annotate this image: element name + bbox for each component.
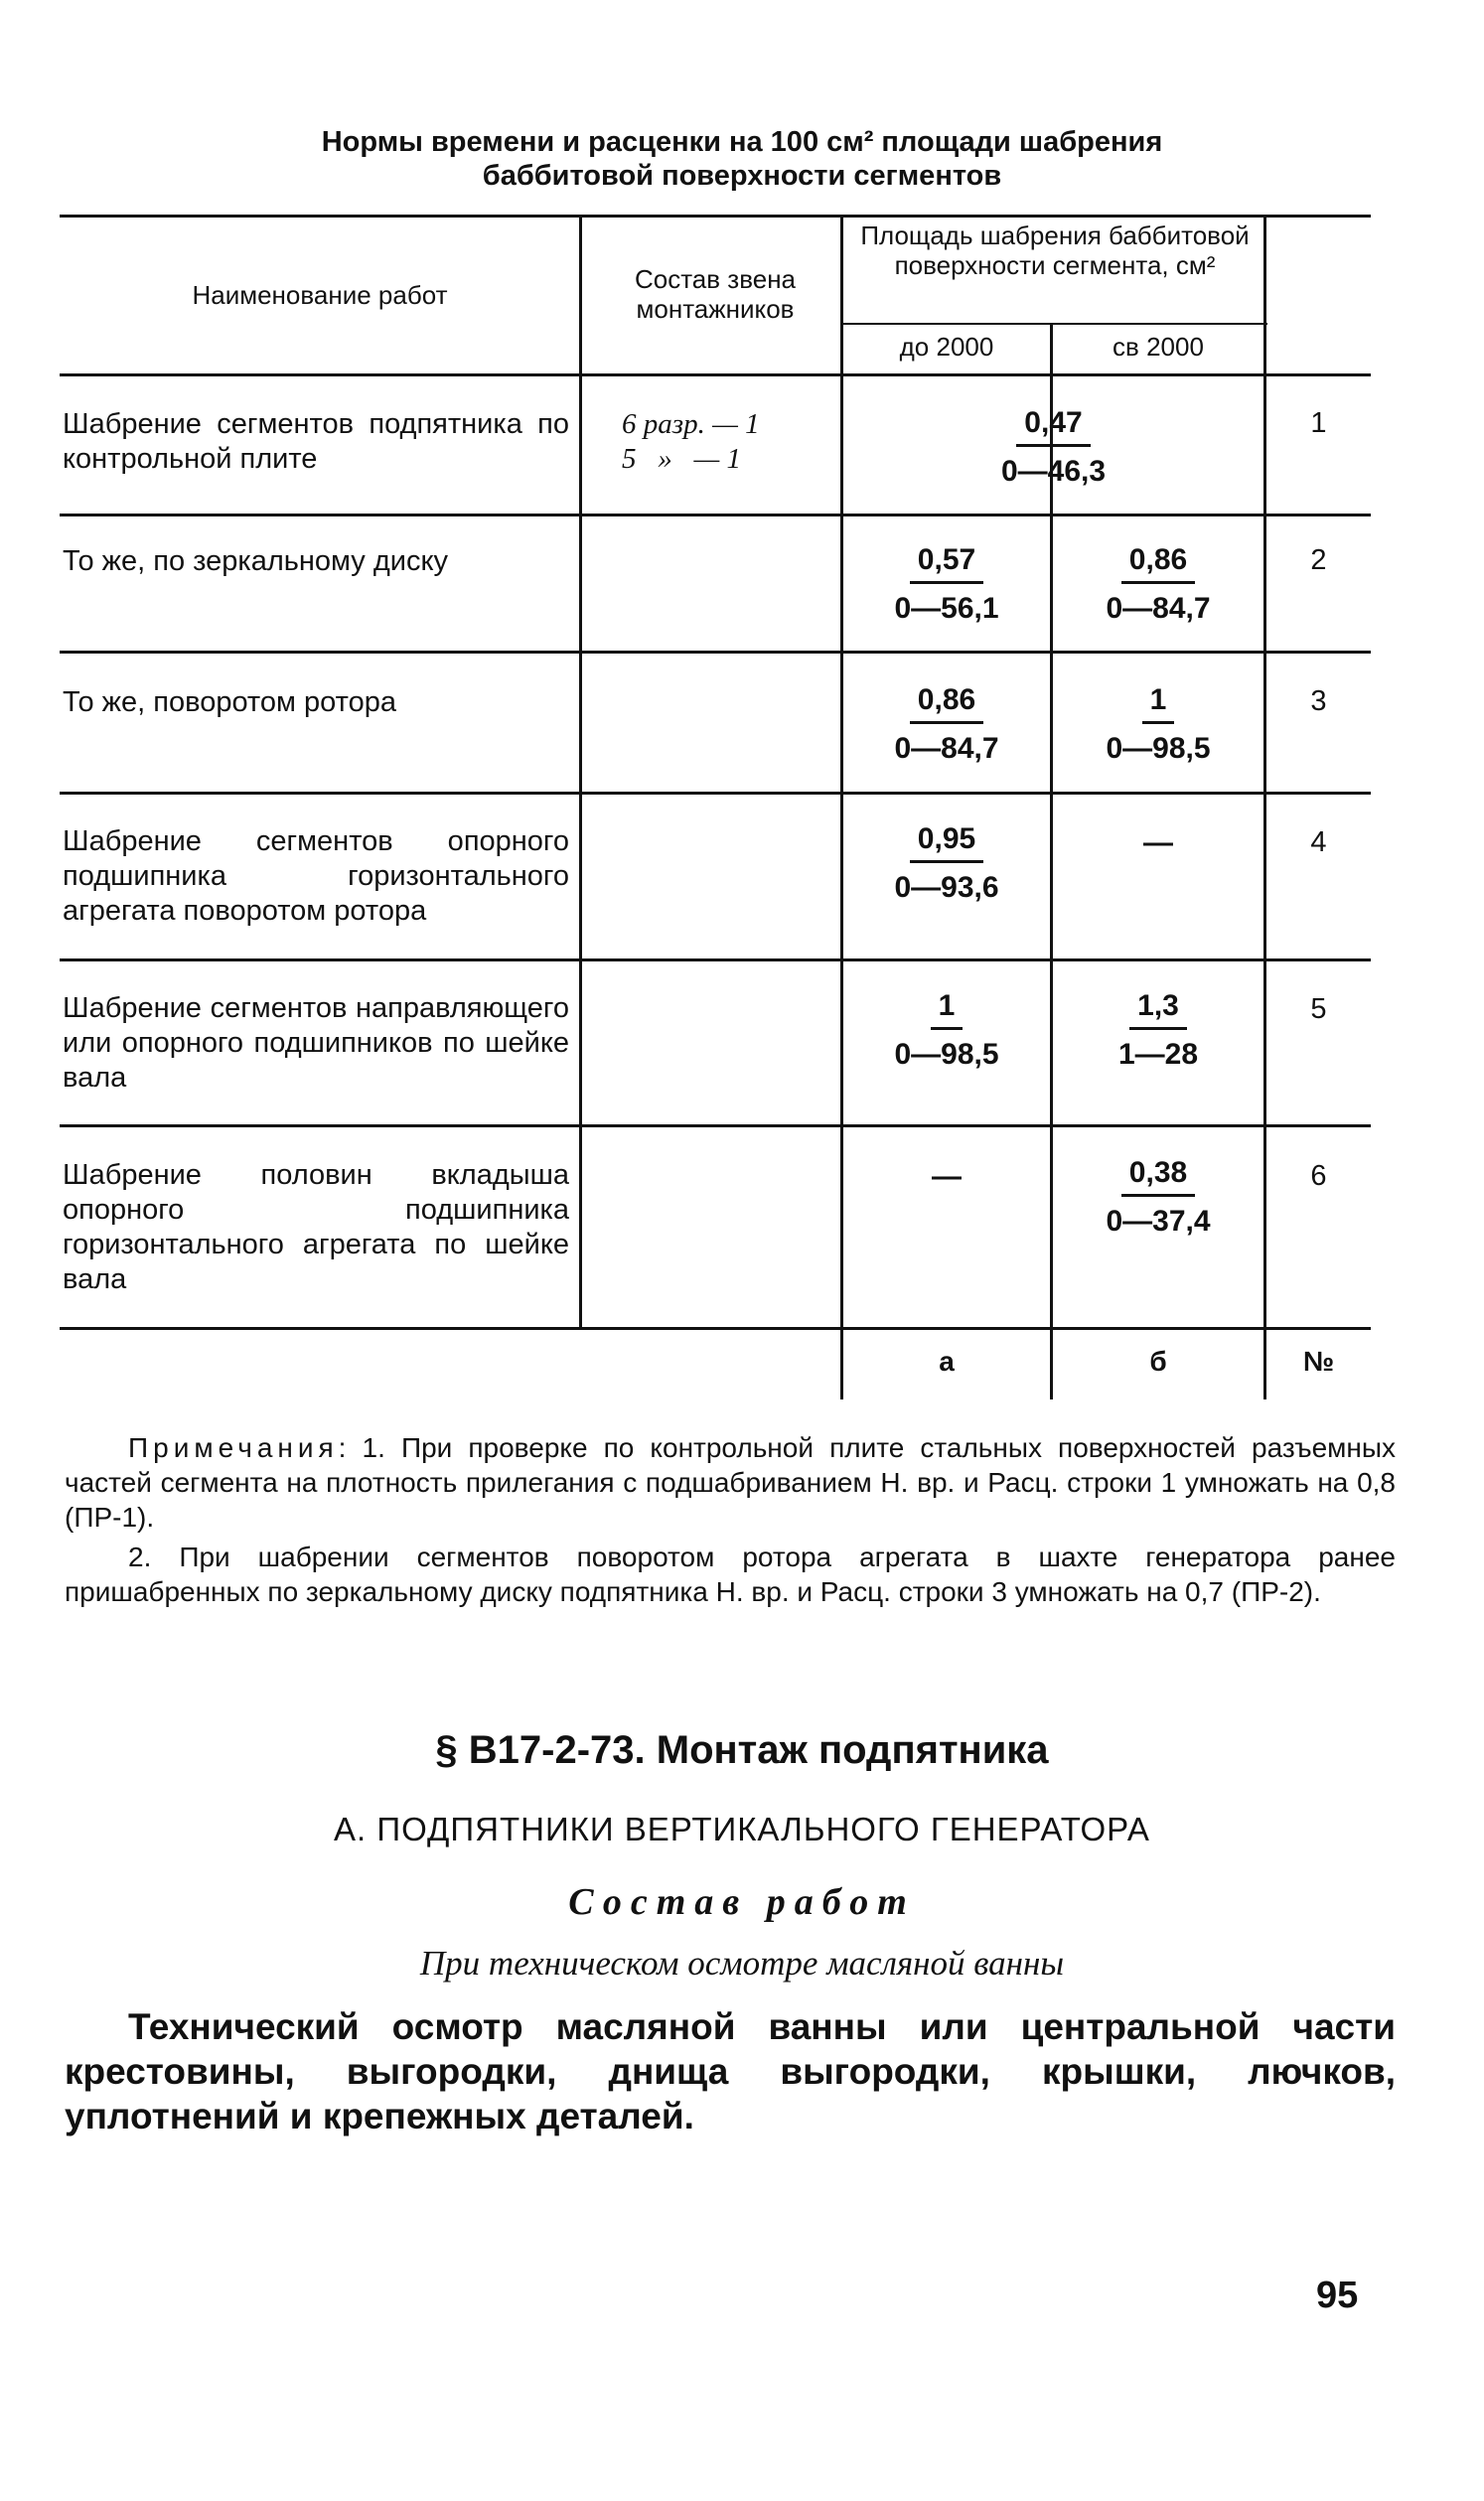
row-6-name: Шабрение половин вкладыша опорного подшипника горизонтального агрегата по шейке вала bbox=[63, 1159, 569, 1295]
row-4-a-numerator: 0,95 bbox=[910, 821, 983, 863]
row-3-value-a bbox=[843, 682, 1050, 768]
row-2-b-numerator: 0,86 bbox=[1121, 542, 1195, 584]
row-6-value-b bbox=[1053, 1155, 1263, 1241]
italic-heading: При техническом осмотре масляной ванны bbox=[419, 1944, 1065, 1983]
row-2-a-numerator: 0,57 bbox=[910, 542, 983, 584]
section-heading: § В17-2-73. Монтаж подпятника bbox=[435, 1728, 1049, 1772]
note-1-text: : 1. При проверке по контрольной плите стальных поверхностей разъемных частей сегмента на плотность прилегания с подшабриванием Н. вр. и Расц. строки 1 умножать на 0,8 (ПР-1). bbox=[65, 1432, 1396, 1533]
column-ref-number: № bbox=[1302, 1346, 1335, 1377]
row-2-name: То же, по зеркальному диску bbox=[63, 545, 448, 577]
row-1-numerator: 0,47 bbox=[1016, 405, 1090, 447]
row-1-name: Шабрение сегментов подпятника по контрольной плите bbox=[63, 408, 569, 475]
page-number: 95 bbox=[1316, 2275, 1359, 2316]
row-5-a-denominator: 0—98,5 bbox=[894, 1038, 999, 1071]
note-2: 2. При шабрении сегментов поворотом ротора агрегата в шахте генератора ранее пришабренных по зеркальному диску подпятника Н. вр. и Расц. строки 3 умножать на 0,7 (ПР-2). bbox=[65, 1542, 1396, 1607]
crew-line-2: 5 » — 1 bbox=[622, 443, 742, 475]
row-4-number: 4 bbox=[1310, 826, 1327, 858]
row-1-denominator: 0—46,3 bbox=[1000, 455, 1107, 488]
row-4-name: Шабрение сегментов опорного подшипника горизонтального агрегата поворотом ротора bbox=[63, 825, 569, 927]
column-ref-b: б bbox=[1149, 1346, 1167, 1377]
row-3-a-denominator: 0—84,7 bbox=[894, 732, 999, 765]
row-6-b-numerator: 0,38 bbox=[1121, 1155, 1195, 1197]
row-3-name: То же, поворотом ротора bbox=[63, 686, 396, 718]
header-crew: Состав звена монтажников bbox=[634, 264, 797, 324]
header-work-name: Наименование работ bbox=[192, 280, 448, 310]
row-2-a-denominator: 0—56,1 bbox=[894, 592, 999, 625]
row-5-value-a bbox=[843, 988, 1050, 1074]
notes-label: Примечания bbox=[128, 1432, 339, 1463]
row-6-value-a: — bbox=[932, 1160, 962, 1193]
row-5-b-numerator: 1,3 bbox=[1129, 988, 1187, 1030]
row-4-value-a bbox=[843, 821, 1050, 907]
row-2-value-b bbox=[1053, 542, 1263, 628]
row-3-b-numerator: 1 bbox=[1142, 682, 1175, 724]
row-2-b-denominator: 0—84,7 bbox=[1106, 592, 1211, 625]
row-4-value-b: — bbox=[1143, 826, 1173, 859]
row-5-number: 5 bbox=[1310, 993, 1327, 1025]
row-3-b-denominator: 0—98,5 bbox=[1106, 732, 1211, 765]
row-5-value-b bbox=[1053, 988, 1263, 1074]
row-2-value-a bbox=[843, 542, 1050, 628]
table-title-line1: Нормы времени и расценки на 100 см² площади шабрения bbox=[321, 126, 1163, 158]
row-5-name: Шабрение сегментов направляющего или опорного подшипников по шейке вала bbox=[63, 992, 569, 1094]
note-1 bbox=[65, 1430, 1396, 1535]
body-paragraph: Технический осмотр масляной ванны или центральной части крестовины, выгородки, днища выгородки, крышки, лючков, уплотнений и крепежных деталей. bbox=[65, 2006, 1396, 2136]
row-1-merged-value bbox=[843, 405, 1263, 491]
composition-heading: Состав работ bbox=[568, 1881, 916, 1923]
row-4-a-denominator: 0—93,6 bbox=[894, 871, 999, 904]
row-3-a-numerator: 0,86 bbox=[910, 682, 983, 724]
row-3-value-b bbox=[1053, 682, 1263, 768]
row-1-number: 1 bbox=[1310, 407, 1327, 439]
table-title-line2: баббитовой поверхности сегментов bbox=[482, 160, 1002, 192]
section-subheading: А. ПОДПЯТНИКИ ВЕРТИКАЛЬНОГО ГЕНЕРАТОРА bbox=[334, 1811, 1150, 1847]
column-ref-a: а bbox=[939, 1346, 955, 1377]
header-up-to-2000: до 2000 bbox=[899, 332, 994, 362]
row-6-number: 6 bbox=[1310, 1160, 1327, 1192]
row-5-a-numerator: 1 bbox=[931, 988, 964, 1030]
crew-line-1: 6 разр. — 1 bbox=[622, 408, 760, 440]
header-over-2000: св 2000 bbox=[1113, 332, 1204, 362]
row-5-b-denominator: 1—28 bbox=[1117, 1038, 1199, 1071]
header-area: Площадь шабрения баббитовой поверхности сегмента, см² bbox=[860, 221, 1250, 280]
row-2-number: 2 bbox=[1310, 544, 1327, 576]
row-6-b-denominator: 0—37,4 bbox=[1106, 1205, 1211, 1238]
row-3-number: 3 bbox=[1310, 685, 1327, 717]
